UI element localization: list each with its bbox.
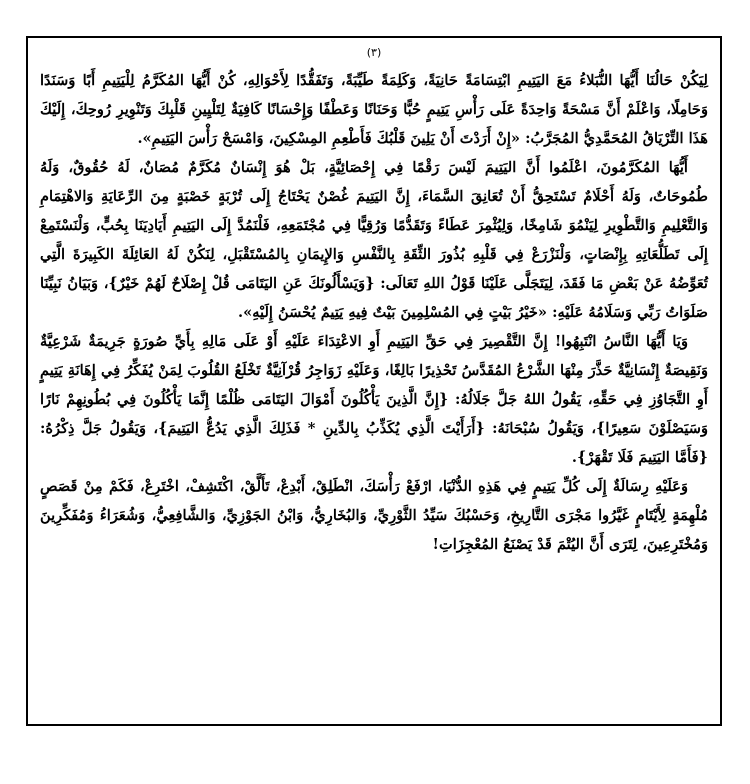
paragraph-2: أَيُّهَا المُكَرَّمُونَ، اعْلَمُوا أَنَّ اليَتِيمَ لَيْسَ رَقْمًا فِي إِحْصَائِيَّةٍ، بَلْ هُوَ إِنْسَانٌ مُكَرَّمٌ مُصَانٌ، لَهُ حُقُوقٌ، وَلَهُ طُمُوحَاتٌ، وَلَهُ أَحْلَامٌ تَسْتَحِقُّ أَنْ تُعَانِقَ السَّمَاءَ، إِنَّ اليَتِيمَ غُصْنٌ يَحْتَاجُ إِلَى تُرْبَةٍ خَصْبَةٍ مِنَ الرِّعَايَةِ وَالاهْتِمَامِ وَالتَّعْلِيمِ وَالتَّطْوِيرِ لِيَنْمُوَ شَامِخًا، وَلِيُثْمِرَ عَطَاءً وَتَقَدُّمًا وَرُقِيًّا فِي مُجْتَمَعِهِ، فَلْنَمُدَّ إِلَى اليَتِيمِ أَيَادِيَنَا بِحُبٍّ، وَلْنَسْتَمِعْ إِلَى تَطَلُّعَاتِهِ بِإِنْصَاتٍ، وَلْنَزْرَعْ فِي قَلْبِهِ بُذُورَ الثِّقَةِ بِالنَّفْسِ وَالإِيمَانِ بِالمُسْتَقْبَلِ، لِنَكُنْ لَهُ العَائِلَةَ الكَبِيرَةَ الَّتِي تُعَوِّضُهُ عَنْ بَعْضِ مَا فَقَدَ، لِيَتَجَلَّى عَلَيْنَا قَوْلُ اللهِ تَعَالَى: {وَيَسْأَلُونَكَ عَنِ اليَتَامَى قُلْ إِصْلَاحٌ لَهُمْ خَيْرٌ}، وَبَيَانُ نَبِيِّنَا صَلَوَاتُ رَبِّي وَسَلَامُهُ عَلَيْهِ: «خَيْرُ بَيْتٍ فِي المُسْلِمِينَ بَيْتٌ فِيهِ يَتِيمٌ يُحْسَنُ إِلَيْهِ». bbox=[40, 159, 708, 321]
paragraph-1: لِيَكُنْ حَالُنَا أَيُّهَا النُّبَلاءُ مَعَ اليَتِيمِ ابْتِسَامَةً حَانِيَةً، وَكَلِمَةً طَيِّبَةً، وَتَفَقُّدًا لِأَحْوَالِهِ، كُنْ أَيُّهَا المُكَرَّمُ لِلْيَتِيمِ أَبًا وَسَنَدًا وَحَامِلًا، وَاعْلَمْ أَنَّ مَسْحَةً وَاحِدَةً عَلَى رَأْسِ يَتِيمٍ حُبًّا وَحَنَانًا وَعَطْفًا وَإِحْسَانًا كَافِيَةٌ لِتَلْيِينِ قَلْبِكَ وَتَنْوِيرِ رُوحِكَ، إِلَيْكَ هَذَا التِّرْيَاقُ المُحَمَّدِيُّ المُجَرَّبُ: «إِنْ أَرَدْتَ أَنْ يَلِينَ قَلْبُكَ فَأَطْعِمِ المِسْكِينَ، وَامْسَحْ رَأْسَ اليَتِيمِ». bbox=[40, 72, 708, 147]
page-number: (٣) bbox=[366, 46, 382, 59]
paragraph-3: وَيَا أَيُّهَا النَّاسُ انْتَبِهُوا! إِنَّ التَّقْصِيرَ فِي حَقِّ اليَتِيمِ أَوِ الاعْتِدَاءَ عَلَيْهِ أَوْ عَلَى مَالِهِ بِأَيِّ صُورَةٍ جَرِيمَةٌ شَرْعِيَّةٌ وَنَقِيصَةٌ إِنْسَانِيَّةٌ حَذَّرَ مِنْهَا الشَّرْعُ المُقَدَّسُ تَحْذِيرًا بَالِغًا، وَعَلَيْهِ زَوَاجِرُ قُرْآنِيَّةٌ تَخْلَعُ القُلُوبَ لِمَنْ يُفَكِّرُ فِي إِهَانَةِ يَتِيمٍ أَوِ التَّجَاوُزِ فِي حَقِّهِ، يَقُولُ اللهُ جَلَّ جَلَالُهُ: {إِنَّ الَّذِينَ يَأْكُلُونَ أَمْوَالَ اليَتَامَى ظُلْمًا إِنَّمَا يَأْكُلُونَ فِي بُطُونِهِمْ نَارًا وَسَيَصْلَوْنَ سَعِيرًا}، وَيَقُولُ سُبْحَانَهُ: {أَرَأَيْتَ الَّذِي يُكَذِّبُ بِالدِّينِ * فَذَلِكَ الَّذِي يَدُعُّ اليَتِيمَ}، وَيَقُولُ جَلَّ ذِكْرُهُ: {فَأَمَّا اليَتِيمَ فَلَا تَقْهَرْ}. bbox=[40, 333, 708, 466]
document-body bbox=[40, 66, 708, 559]
page-border bbox=[26, 36, 722, 726]
paragraph-4: وَعَلَيْهِ رِسَالَةٌ إِلَى كُلِّ يَتِيمٍ فِي هَذِهِ الدُّنْيَا، ارْفَعْ رَأْسَكَ، انْطَلِقْ، أَبْدِعْ، تَأَلَّقْ، اكْتَشِفْ، اخْتَرِعْ، فَكَمْ مِنْ قَصَصٍ مُلْهِمَةٍ لِأَيْتَامٍ غَيَّرُوا مَجْرَى التَّارِيخِ، وَحَسْبُكَ سَيِّدُ الثَّوْرِيِّ، وَالبُخَارِيُّ، وَابْنُ الجَوْزِيِّ، وَالشَّافِعِيُّ، وَشُعَرَاءُ وَمُفَكِّرِينَ وَمُخْتَرِعِينَ، لِتَرَى أَنَّ اليُتْمَ قَدْ يَصْنَعُ المُعْجِزَاتِ! bbox=[40, 478, 708, 553]
